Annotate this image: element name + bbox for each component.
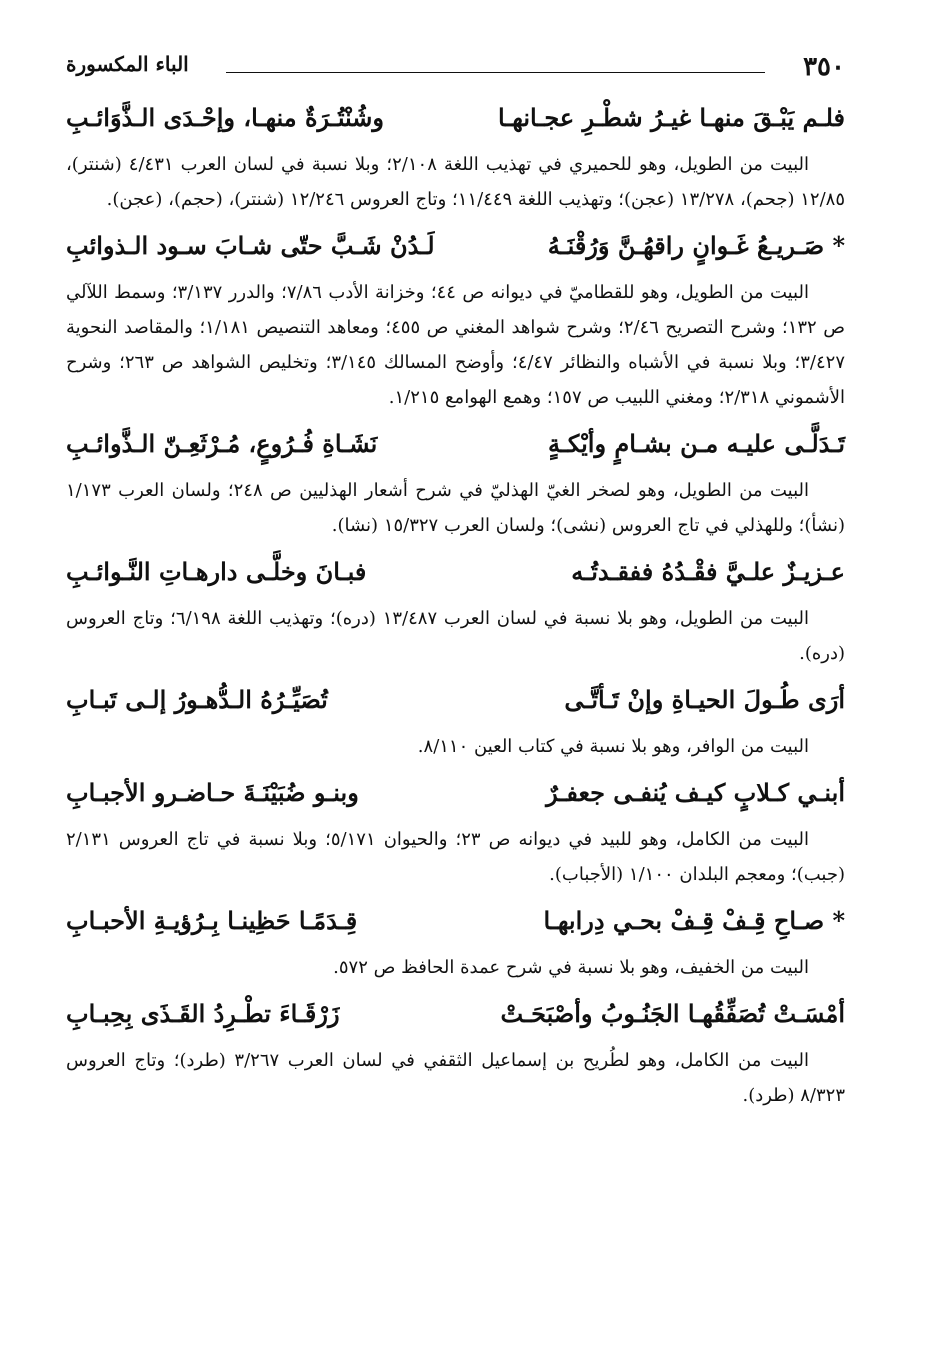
page-header bbox=[66, 52, 845, 88]
verse-line bbox=[66, 557, 845, 601]
verse-note-text: البيت من الوافر، وهو بلا نسبة في كتاب العين ٨/١١٠. bbox=[417, 736, 809, 757]
verse-note bbox=[66, 729, 845, 764]
verse-note bbox=[66, 473, 845, 543]
verse-first-hemistich: تَـدَلَّـى عليـه مـن بشـامٍ وأيْكـةٍ bbox=[547, 429, 845, 458]
verse-note-text: البيت من الكامل، وهو لطُريح بن إسماعيل الثقفي في لسان العرب ٣/٢٦٧ (طرد)؛ وتاج العروس ٨/٣٢٣ (طرد). bbox=[66, 1050, 845, 1106]
verse-entry bbox=[66, 999, 845, 1113]
verse-line bbox=[66, 685, 845, 729]
verse-entry bbox=[66, 231, 845, 415]
verse-second-hemistich: وشُنْتُـرَةٌ منهـا، وإحْـدَى الـذَّوَائـبِ bbox=[66, 103, 384, 132]
verse-first-hemistich: أبنـي كـلابٍ كيـف يُنفـى جعفـرٌ bbox=[546, 778, 845, 807]
verse-note bbox=[66, 950, 845, 985]
verse-second-hemistich: نَشَـاةِ فُـرُوعٍ، مُـرْثَعِـنّ الـذَّوائـبِ bbox=[66, 429, 378, 458]
verse-first-hemistich: * صَـريـعُ غَـوانٍ راقهُـنَّ وَرُقْنَـهُ bbox=[547, 231, 845, 260]
verse-second-hemistich: قِـدَمًـا حَظِينـا بِـرُؤيـةِ الأحبـابِ bbox=[66, 906, 358, 935]
verse-line bbox=[66, 231, 845, 275]
header-rule bbox=[226, 72, 765, 73]
page-number: ٣٥٠ bbox=[803, 52, 845, 82]
verse-line bbox=[66, 429, 845, 473]
verse-first-hemistich: أمْسَـتْ تُصَفِّقُهـا الجَنُـوبُ وأصْبَحَـتْ bbox=[500, 999, 845, 1028]
verse-note-text: البيت من الطويل، وهو بلا نسبة في لسان العرب ١٣/٤٨٧ (دره)؛ وتهذيب اللغة ٦/١٩٨؛ وتاج العروس (دره). bbox=[66, 608, 845, 664]
verse-entry bbox=[66, 103, 845, 217]
verse-note-text: البيت من الخفيف، وهو بلا نسبة في شرح عمدة الحافظ ص ٥٧٢. bbox=[333, 957, 809, 978]
verse-first-hemistich: * صـاحِ قِـفْ قِـفْ بحـي دِرابهـا bbox=[543, 906, 845, 935]
verse-entry bbox=[66, 778, 845, 892]
verse-second-hemistich: وبنـو ضُبَيْنَـةَ حـاضـرو الأجبـابِ bbox=[66, 778, 359, 807]
verse-entry bbox=[66, 429, 845, 543]
verse-note bbox=[66, 147, 845, 217]
verse-first-hemistich: عـزيـزٌ علـيَّ فقْـدُهُ ففقـدتُـه bbox=[571, 557, 845, 586]
verse-note bbox=[66, 601, 845, 671]
verse-note-text: البيت من الطويل، وهو لصخر الغيّ الهذليّ في شرح أشعار الهذليين ص ٢٤٨؛ ولسان العرب ١/١٧٣ (نشأ)؛ وللهذلي في تاج العروس (نشى)؛ ولسان العرب ١٥/٣٢٧ (نشا). bbox=[66, 480, 845, 536]
verse-line bbox=[66, 999, 845, 1043]
verse-note-text: البيت من الكامل، وهو للبيد في ديوانه ص ٢٣؛ والحيوان ٥/١٧١؛ وبلا نسبة في تاج العروس ٢/١٣١ (جبب)؛ ومعجم البلدان ١/١٠٠ (الأجباب). bbox=[66, 829, 845, 885]
verse-note bbox=[66, 822, 845, 892]
verse-note bbox=[66, 1043, 845, 1113]
verse-entry bbox=[66, 557, 845, 671]
verse-line bbox=[66, 906, 845, 950]
verse-note-text: البيت من الطويل، وهو للقطاميّ في ديوانه ص ٤٤؛ وخزانة الأدب ٧/٨٦؛ والدرر ٣/١٣٧؛ وسمط اللآلي ص ١٣٢؛ وشرح التصريح ٢/٤٦؛ وشرح شواهد المغني ص ٤٥٥؛ ومعاهد التنصيص ١/١٨١؛ والمقاصد النحوية ٣/٤٢٧؛ وبلا نسبة في الأشباه والنظائر ٤/٤٧؛ وأوضح المسالك ٣/١٤٥؛ وتخليص الشواهد ص ٢٦٣؛ وشرح الأشموني ٢/٣١٨؛ ومغني اللبيب ص ١٥٧؛ وهمع الهوامع ١/٢١٥. bbox=[66, 282, 846, 408]
verse-first-hemistich: فلـم يَبْـقَ منهـا غيـرُ شطْـرِ عجـانهـا bbox=[497, 103, 845, 132]
verse-line bbox=[66, 778, 845, 822]
verse-first-hemistich: أرَى طُـولَ الحيـاةِ وإنْ تَـأتَّـى bbox=[564, 685, 845, 714]
verse-second-hemistich: زَرْقَـاءَ تطْـرِدُ القَـذَى بِحِبـابِ bbox=[66, 999, 340, 1028]
verse-second-hemistich: تُصَيِّـرُهُ الـدُّهـورُ إلـى تَبـابِ bbox=[66, 685, 328, 714]
verse-entry bbox=[66, 906, 845, 985]
verse-second-hemistich: لَـدُنْ شَـبَّ حتّى شـابَ سـود الـذوائبِ bbox=[66, 231, 435, 260]
verse-note-text: البيت من الطويل، وهو للحميري في تهذيب اللغة ٢/١٠٨؛ وبلا نسبة في لسان العرب ٤/٤٣١ (شنتر)، ١٢/٨٥ (جحم)، ١٣/٢٧٨ (عجن)؛ وتهذيب اللغة ١١/٤٤٩؛ وتاج العروس ١٢/٢٤٦ (شنتر)، (حجم)، (عجن). bbox=[66, 154, 845, 210]
verse-entry bbox=[66, 685, 845, 764]
verse-line bbox=[66, 103, 845, 147]
page-content bbox=[66, 103, 845, 1127]
running-title: الباء المكسورة bbox=[66, 52, 189, 76]
verse-second-hemistich: فبـانَ وخلَّـى دارهـاتِ النَّـوائـبِ bbox=[66, 557, 367, 586]
verse-note bbox=[66, 275, 845, 415]
